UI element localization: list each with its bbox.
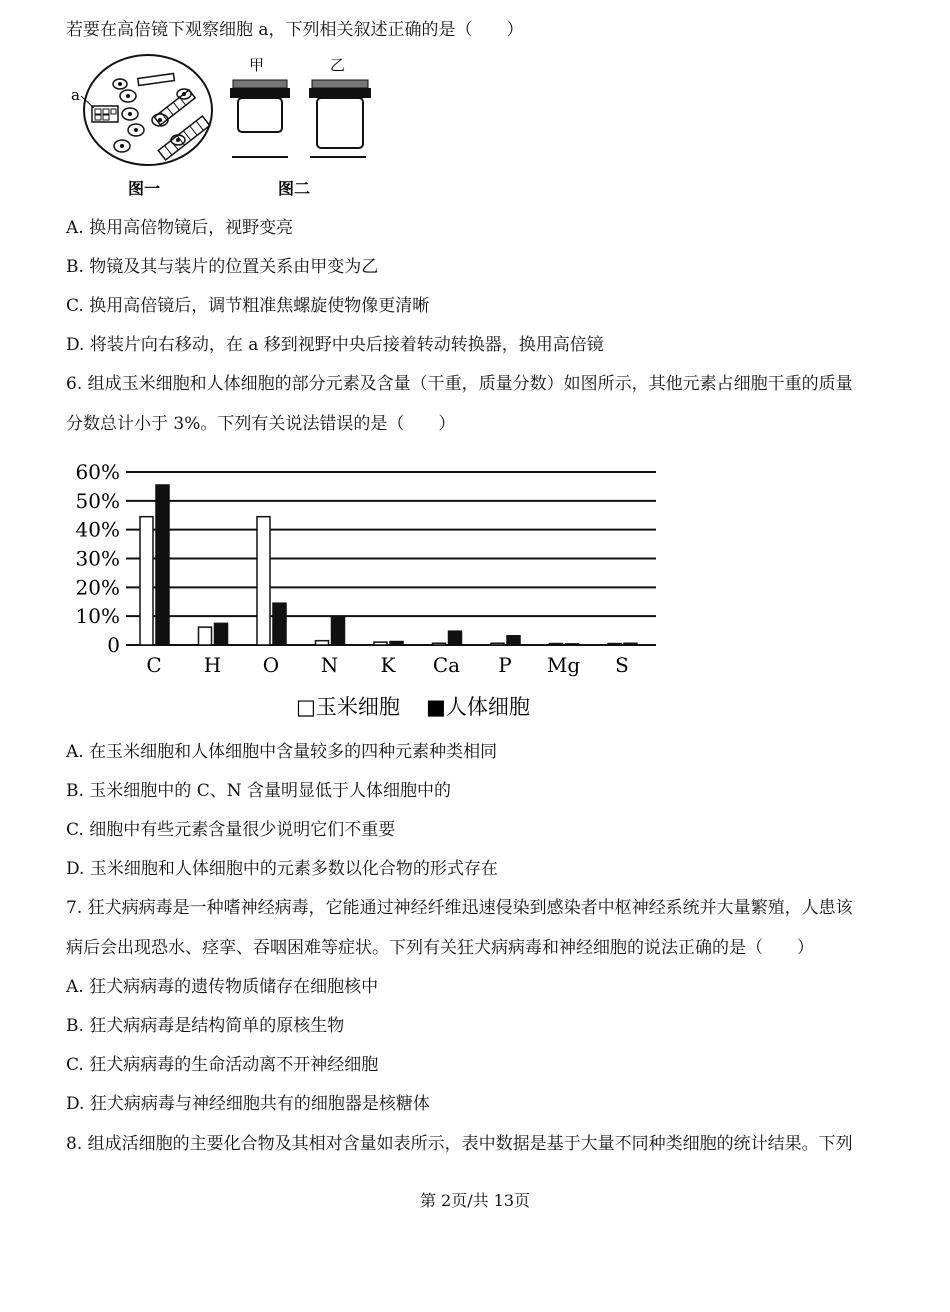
q7-option-b: B. 狂犬病病毒是结构简单的原核生物 [66, 1016, 345, 1036]
x-tick-label: H [203, 653, 222, 677]
q7-option-c: C. 狂犬病病毒的生命活动离不开神经细胞 [66, 1055, 379, 1075]
bar-maize-N [316, 641, 329, 645]
y-tick-label: 20% [75, 575, 120, 600]
element-content-bar-chart [60, 452, 680, 727]
field-of-view-diagram [71, 55, 212, 198]
y-tick-label: 10% [75, 604, 120, 629]
bar-maize-K [374, 642, 387, 645]
bar-maize-Mg [550, 644, 563, 645]
q6-option-b: B. 玉米细胞中的 C、N 含量明显低于人体细胞中的 [66, 781, 451, 801]
cell-a-label: a [71, 86, 80, 104]
x-tick-label: Mg [546, 653, 581, 677]
bar-human-S [624, 643, 637, 645]
bar-maize-P [491, 643, 504, 645]
page-footer: 第 2页/共 13页 [419, 1191, 531, 1210]
x-tick-label: K [380, 653, 396, 677]
q5-option-a: A. 换用高倍物镜后，视野变亮 [66, 218, 294, 238]
y-tick-label: 0 [107, 633, 120, 657]
bar-human-K [390, 642, 403, 645]
objectives-diagram [230, 56, 371, 198]
x-tick-label: P [498, 653, 512, 677]
legend-human-cell: ■人体细胞 [426, 695, 530, 719]
bar-human-Mg [566, 644, 579, 645]
y-tick-label: 30% [75, 546, 120, 571]
q5-option-c: C. 换用高倍镜后，调节粗准焦螺旋使物像更清晰 [66, 296, 430, 316]
q6-stem-line2: 分数总计小于 3%。下列有关说法错误的是（ ） [66, 414, 456, 434]
q5-stem: 若要在高倍镜下观察细胞 a，下列相关叙述正确的是（ ） [66, 20, 524, 40]
objective-yi-label: 乙 [330, 56, 346, 74]
x-tick-label: C [146, 653, 162, 677]
objective-jia-label: 甲 [249, 56, 265, 74]
bar-maize-Ca [433, 643, 446, 645]
bar-maize-O [257, 517, 270, 645]
x-tick-label: Ca [432, 653, 461, 677]
microscope-figure [66, 54, 386, 204]
y-tick-label: 60% [75, 460, 120, 484]
bar-human-N [332, 618, 345, 645]
q7-option-d: D. 狂犬病病毒与神经细胞共有的细胞器是核糖体 [66, 1094, 430, 1114]
fig2-caption: 图二 [278, 179, 311, 198]
q6-option-a: A. 在玉米细胞和人体细胞中含量较多的四种元素种类相同 [66, 742, 498, 762]
bar-maize-C [140, 517, 153, 645]
q6-option-d: D. 玉米细胞和人体细胞中的元素多数以化合物的形式存在 [66, 859, 498, 879]
bar-human-P [507, 636, 520, 645]
fig1-caption: 图一 [128, 179, 161, 198]
bar-human-C [156, 485, 169, 645]
q5-option-d: D. 将装片向右移动，在 a 移到视野中央后接着转动转换器，换用高倍镜 [66, 335, 604, 355]
q6-option-c: C. 细胞中有些元素含量很少说明它们不重要 [66, 820, 396, 840]
x-tick-label: N [320, 653, 339, 677]
bar-maize-H [199, 627, 212, 645]
q7-stem-line2: 病后会出现恐水、痉挛、吞咽困难等症状。下列有关狂犬病病毒和神经细胞的说法正确的是（ ） [66, 938, 814, 958]
q8-stem-line1: 8. 组成活细胞的主要化合物及其相对含量如表所示，表中数据是基于大量不同种类细胞的统计结果。下列 [66, 1134, 853, 1154]
q7-option-a: A. 狂犬病病毒的遗传物质储存在细胞核中 [66, 977, 379, 997]
bar-human-H [215, 623, 228, 645]
q7-stem-line1: 7. 狂犬病病毒是一种嗜神经病毒，它能通过神经纤维迅速侵染到感染者中枢神经系统并大量繁殖，人患该 [66, 898, 853, 918]
bar-human-O [273, 603, 286, 645]
x-tick-label: S [615, 653, 629, 677]
x-tick-label: O [262, 653, 280, 677]
bar-human-Ca [449, 631, 462, 645]
y-tick-label: 40% [75, 517, 120, 542]
y-tick-label: 50% [75, 488, 120, 513]
q5-option-b: B. 物镜及其与装片的位置关系由甲变为乙 [66, 257, 379, 277]
bar-maize-S [608, 644, 621, 645]
q6-stem-line1: 6. 组成玉米细胞和人体细胞的部分元素及含量（干重，质量分数）如图所示，其他元素占细胞干重的质量 [66, 374, 853, 394]
legend-maize-cell: □玉米细胞 [296, 695, 400, 719]
